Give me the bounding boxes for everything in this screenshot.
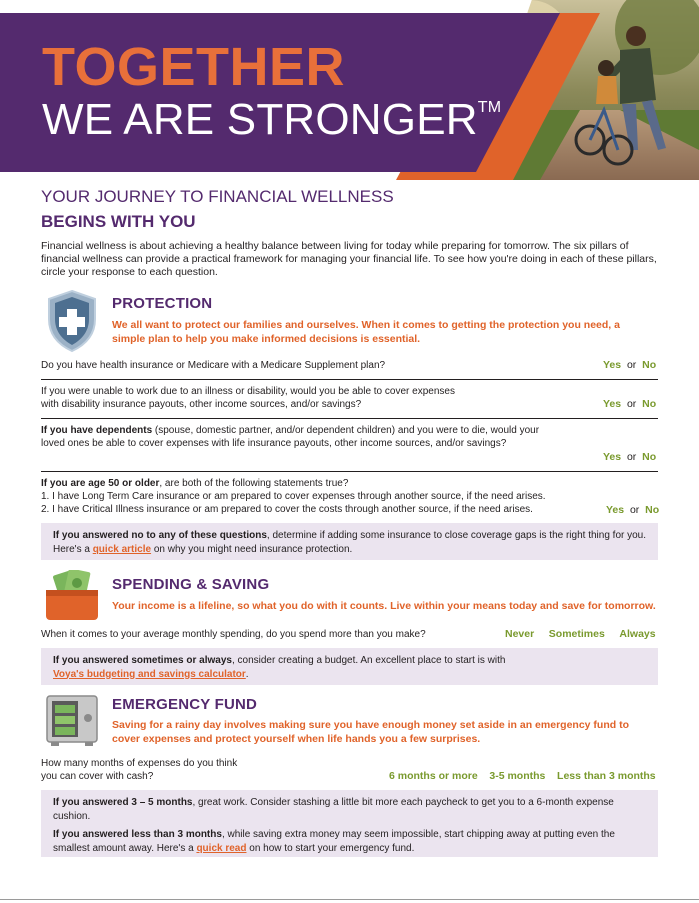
less-than-three-option[interactable]: Less than 3 months <box>557 770 656 782</box>
spending-question: When it comes to your average monthly spending, do you spend more than you make? <box>41 629 426 640</box>
no-option[interactable]: No <box>642 451 657 463</box>
journey-heading: YOUR JOURNEY TO FINANCIAL WELLNESS <box>41 187 394 206</box>
header-title-line1: TOGETHER <box>42 37 346 97</box>
protection-question-3: If you have dependents (spouse, domestic partner, and/or dependent children) and you were to die, would your loved ones be able to cover expenses with life insurance payouts, other income sources, and/or savings? <box>41 425 540 449</box>
spending-subtitle: Your income is a lifeline, so what you do with it counts. Live within your means today and save for tomorrow. <box>112 600 656 612</box>
protection-answer-3[interactable]: Yes or No <box>603 451 657 463</box>
question-4-item-2: 2. I have Critical Illness insurance or am prepared to cover the costs through another source, if the need arises. <box>41 504 533 515</box>
never-option[interactable]: Never <box>505 628 535 640</box>
yes-option[interactable]: Yes <box>603 398 622 410</box>
protection-note: If you answered no to any of these questions, determine if adding some insurance to close coverage gaps is the right thing for you. Here's a quick article on why you might need insurance protection. <box>41 523 658 560</box>
safe-icon <box>45 694 99 748</box>
emergency-note: If you answered 3 – 5 months, great work. Consider stashing a little bit more each paycheck to get you to a 6-month expense cushion. If you answered less than 3 months, while saving extra money may seem impossible, start chipping away at putting even the smallest amount away. Here's a quick read on how to start your emergency fund. <box>41 790 658 857</box>
quick-article-link[interactable]: quick article <box>92 543 152 555</box>
header-title-line2: WE ARE STRONGER™ <box>42 95 502 144</box>
protection-subtitle: We all want to protect our families and ourselves. When it comes to getting the protection you need, a simple plan to help you make informed decisions is essential. <box>112 319 620 345</box>
protection-answer-4[interactable]: Yes or No <box>606 504 660 516</box>
spending-note: If you answered sometimes or always, consider creating a budget. An excellent place to start is with Voya's budgeting and savings calculator. <box>41 648 658 685</box>
three-five-months-option[interactable]: 3-5 months <box>489 770 546 782</box>
protection-question-4: If you are age 50 or older, are both of the following statements true? 1. I have Long Term Care insurance or am prepared to cover expenses through another source, if the need arises. 2. I have Critical Illness insurance or am prepared to cover the costs through another source, if the need arises. <box>41 477 601 516</box>
no-option[interactable]: No <box>642 359 657 371</box>
spending-title: SPENDING & SAVING <box>112 576 270 593</box>
yes-option[interactable]: Yes <box>606 504 625 516</box>
no-option[interactable]: No <box>642 398 657 410</box>
footer-divider <box>0 899 699 900</box>
protection-question-2: If you were unable to work due to an illness or disability, would you be able to cover expenses with disability insurance payouts, other income sources, and/or savings? <box>41 386 455 410</box>
question-4-item-1: 1. I have Long Term Care insurance or am prepared to cover expenses through another source, if the need arises. <box>41 491 546 502</box>
begins-heading: BEGINS WITH YOU <box>41 212 196 231</box>
emergency-subtitle: Saving for a rainy day involves making sure you have enough money set aside in an emergency fund to cover expenses and protect yourself when life hands you a few surprises. <box>112 719 629 745</box>
divider <box>41 379 658 380</box>
protection-answer-2[interactable]: Yes or No <box>603 398 657 410</box>
always-option[interactable]: Always <box>619 628 656 640</box>
sometimes-option[interactable]: Sometimes <box>548 628 605 640</box>
protection-title: PROTECTION <box>112 295 213 312</box>
divider <box>41 418 658 419</box>
protection-answer-1[interactable]: Yes or No <box>603 359 657 371</box>
trademark-symbol: TM <box>477 99 502 116</box>
emergency-question: How many months of expenses do you think you can cover with cash? <box>41 758 238 782</box>
yes-option[interactable]: Yes <box>603 359 622 371</box>
spending-answer[interactable] <box>505 628 656 640</box>
wallet-money-icon <box>44 570 100 622</box>
yes-option[interactable]: Yes <box>603 451 622 463</box>
emergency-title: EMERGENCY FUND <box>112 696 258 713</box>
intro-paragraph: Financial wellness is about achieving a healthy balance between living for today while preparing for tomorrow. The six pillars of financial wellness can provide a practical framework for managing your financial life. To see how you're doing in each of these pillars, circle your response to each question. <box>41 240 657 279</box>
divider <box>41 471 658 472</box>
budgeting-calculator-link[interactable]: Voya's budgeting and savings calculator <box>53 668 246 680</box>
no-option[interactable]: No <box>645 504 660 516</box>
quick-read-link[interactable]: quick read <box>196 842 247 854</box>
shield-cross-icon <box>45 289 99 353</box>
six-months-option[interactable]: 6 months or more <box>389 770 478 782</box>
protection-question-1: Do you have health insurance or Medicare with a Medicare Supplement plan? <box>41 360 386 371</box>
emergency-answer[interactable] <box>389 770 656 782</box>
